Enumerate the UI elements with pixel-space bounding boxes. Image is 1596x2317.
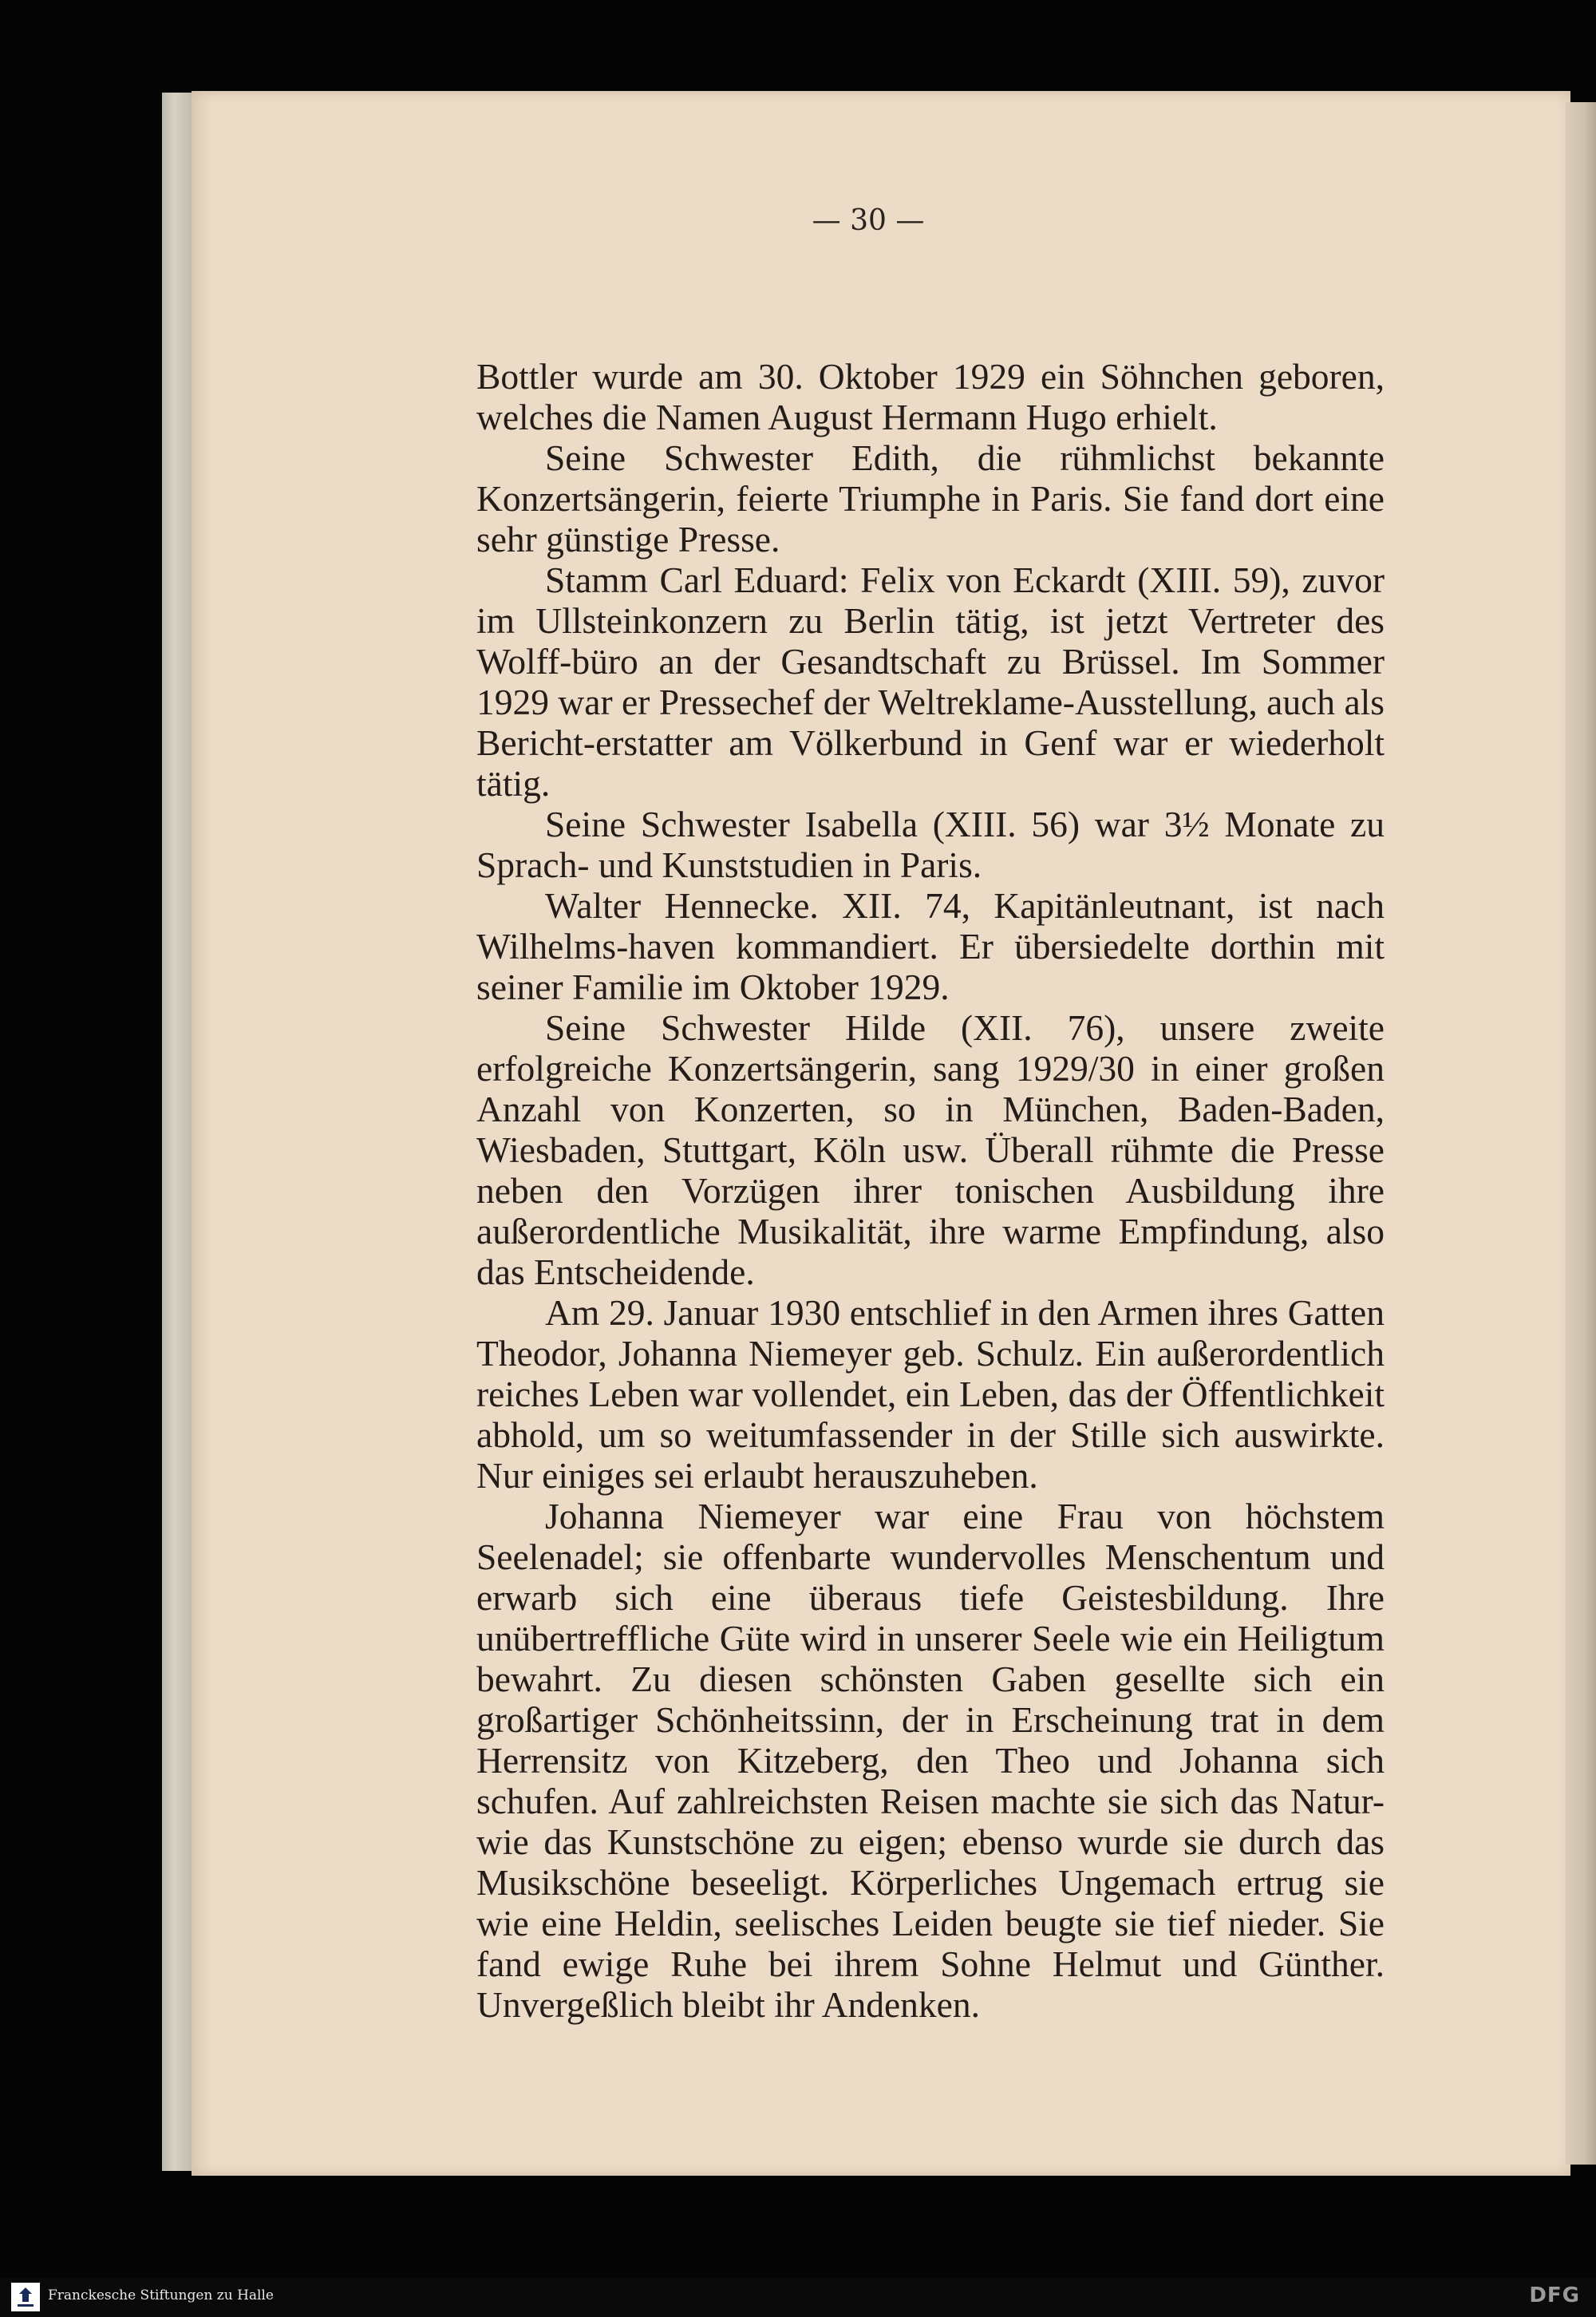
paragraph: Am 29. Januar 1930 entschlief in den Armen ihres Gatten Theodor, Johanna Niemeyer geb. Schulz. Ein außerordentlich reiches Leben war vollendet, ein Leben, das der Öffentlichkeit abhold, um so weitumfassender in der Stille sich auswirkte. Nur einiges sei erlaubt herauszuheben. [476,1292,1385,1496]
institution-logo-icon [11,2283,40,2311]
body-text [476,356,1385,2025]
page-edge-right [1566,102,1596,2165]
paragraph: Walter Hennecke. XII. 74, Kapitänleutnant, ist nach Wilhelms-haven kommandiert. Er übersiedelte dorthin mit seiner Familie im Oktober 1929. [476,885,1385,1007]
paragraph: Seine Schwester Edith, die rühmlichst bekannte Konzertsängerin, feierte Triumphe in Paris. Sie fand dort eine sehr günstige Presse. [476,437,1385,559]
page-number: — 30 — [812,204,925,237]
paragraph: Johanna Niemeyer war eine Frau von höchstem Seelenadel; sie offenbarte wundervolles Menschentum und erwarb sich eine überaus tiefe Geistesbildung. Ihre unübertreffliche Güte wird in unserer Seele wie ein Heiligtum bewahrt. Zu diesen schönsten Gaben gesellte sich ein großartiger Schönheitssinn, der in Erscheinung trat in dem Herrensitz von Kitzeberg, den Theo und Johanna sich schufen. Auf zahlreichsten Reisen machte sie sich das Natur- wie das Kunstschöne zu eigen; ebenso wurde sie durch das Musikschöne beseeligt. Körperliches Ungemach ertrug sie wie eine Heldin, seelisches Leiden beugte sie tief nieder. Sie fand ewige Ruhe bei ihrem Sohne Helmut und Günther. Unvergeßlich bleibt ihr Andenken. [476,1496,1385,2025]
paragraph: Seine Schwester Isabella (XIII. 56) war 3½ Monate zu Sprach- und Kunststudien in Paris. [476,804,1385,885]
paragraph: Stamm Carl Eduard: Felix von Eckardt (XIII. 59), zuvor im Ullsteinkonzern zu Berlin tätig, ist jetzt Vertreter des Wolff-büro an der Gesandtschaft zu Brüssel. Im Sommer 1929 war er Pressechef der Weltreklame-Ausstellung, auch als Bericht-erstatter am Völkerbund in Genf war er wiederholt tätig. [476,559,1385,804]
paragraph: Seine Schwester Hilde (XII. 76), unsere zweite erfolgreiche Konzertsängerin, sang 1929/30 in einer großen Anzahl von Konzerten, so in München, Baden-Baden, Wiesbaden, Stuttgart, Köln usw. Überall rühmte die Presse neben den Vorzügen ihrer tonischen Ausbildung ihre außerordentliche Musikalität, ihre warme Empfindung, also das Entscheidende. [476,1007,1385,1292]
paragraph: Bottler wurde am 30. Oktober 1929 ein Söhnchen geboren, welches die Namen August Hermann Hugo erhielt. [476,356,1385,437]
footer-funder-logo: DFG [1529,2283,1580,2307]
footer-institution: Franckesche Stiftungen zu Halle [48,2287,274,2303]
page-edge-left [162,93,192,2171]
